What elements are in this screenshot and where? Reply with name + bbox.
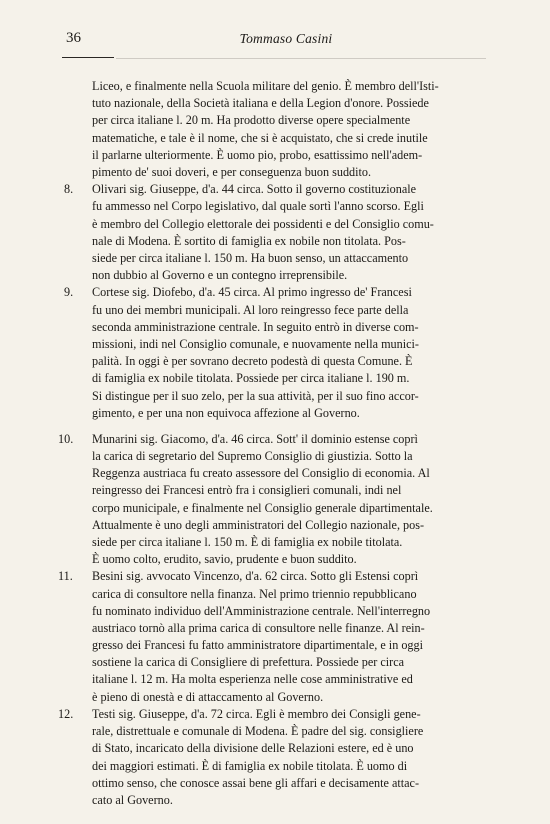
text-line: Besini sig. avvocato Vincenzo, d'a. 62 circa. Sotto gli Estensi coprì [92, 569, 419, 583]
text-line: Liceo, e finalmente nella Scuola militare del genio. È membro dell'Isti- [92, 79, 439, 93]
text-line: cato al Governo. [92, 793, 173, 807]
text-line: è membro del Collegio elettorale dei possidenti e del Consiglio comu- [92, 217, 434, 231]
entry-number: 12. [58, 707, 74, 721]
text-line: Munarini sig. Giacomo, d'a. 46 circa. Sott' il dominio estense coprì [92, 432, 418, 446]
text-line: missioni, indi nel Consiglio comunale, e nuovamente nella munici- [92, 337, 419, 351]
text-line: gimento, e per una non equivoca affezione al Governo. [92, 406, 360, 420]
text-line: rale, distrettuale e comunale di Modena. È padre del sig. consigliere [92, 724, 424, 738]
entry-number: 9. [64, 285, 74, 299]
text-line: italiane l. 12 m. Ha molta esperienza nelle cose amministrative ed [92, 672, 413, 686]
text-line: di Stato, incaricato della divisione delle Relazioni estere, ed è uno [92, 741, 414, 755]
text-line: austriaco tornò alla prima carica di consultore nelle finanze. Al rein- [92, 621, 425, 635]
text-line: matematiche, e tale è il nome, che si è acquistato, che si crede inutile [92, 131, 428, 145]
text-line: fu nominato individuo dell'Amministrazione centrale. Nell'interregno [92, 604, 431, 618]
entry-number: 8. [64, 182, 74, 196]
text-line: Testi sig. Giuseppe, d'a. 72 circa. Egli è membro dei Consigli gene- [92, 707, 421, 721]
text-line: ottimo senso, che conosce assai bene gli affari e decisamente attac- [92, 776, 420, 790]
text-line: di famiglia ex nobile titolata. Possiede per circa italiane l. 190 m. [92, 371, 410, 385]
page-header [66, 30, 506, 50]
text-line: corpo municipale, e finalmente nel Consiglio generale dipartimentale. [92, 501, 433, 515]
text-line: siede per circa italiane l. 150 m. Ha buon senso, un attaccamento [92, 251, 409, 265]
text-line: palità. In oggi è per sovrano decreto podestà di questa Comune. È [92, 354, 413, 368]
page-number: 36 [66, 30, 81, 46]
text-line: nale di Modena. È sortito di famiglia ex nobile non titolata. Pos- [92, 234, 406, 248]
header-rule [62, 57, 114, 58]
text-line: fu uno dei membri municipali. Al loro reingresso fece parte della [92, 303, 409, 317]
text-line: per circa italiane l. 20 m. Ha prodotto diverse opere specialmente [92, 113, 411, 127]
text-line: reingresso dei Francesi entrò fra i consiglieri comunali, indi nel [92, 483, 402, 497]
entry-number: 11. [58, 569, 73, 583]
text-line: tuto nazionale, della Società italiana e della Legion d'onore. Possiede [92, 96, 429, 110]
text-line: Attualmente è uno degli amministratori del Collegio nazionale, pos- [92, 518, 425, 532]
text-line: seconda amministrazione centrale. In seguito entrò in diverse com- [92, 320, 419, 334]
text-line: la carica di segretario del Supremo Consiglio di giustizia. Sotto la [92, 449, 413, 463]
text-line: Cortese sig. Diofebo, d'a. 45 circa. Al primo ingresso de' Francesi [92, 285, 412, 299]
text-line: dei maggiori estimati. È di famiglia ex nobile titolata. È uomo di [92, 759, 408, 773]
text-line: sostiene la carica di Consigliere di prefettura. Possiede per circa [92, 655, 405, 669]
text-line: gresso dei Francesi fu fatto amministratore dipartimentale, e in oggi [92, 638, 423, 652]
text-line: non dubbio al Governo e un contegno irreprensibile. [92, 268, 348, 282]
text-line: carica di consultore nella finanza. Nel primo triennio repubblicano [92, 587, 417, 601]
running-head: Tommaso Casini [239, 31, 333, 46]
entry-number: 10. [58, 432, 74, 446]
text-line: Reggenza austriaca fu creato assessore del Consiglio di economia. Al [92, 466, 430, 480]
text-line: pimento de' suoi doveri, e per conseguenza buon suddito. [92, 165, 372, 179]
text-line: il parlarne ulteriormente. È uomo pio, probo, esattissimo nell'adem- [92, 148, 423, 162]
text-line: È uomo colto, erudito, savio, prudente e buon suddito. [92, 552, 357, 566]
text-line: Olivari sig. Giuseppe, d'a. 44 circa. Sotto il governo costituzionale [92, 182, 417, 196]
text-line: Si distingue per il suo zelo, per la sua attività, per il suo fino accor- [92, 389, 419, 403]
header-rule-faint [116, 58, 486, 59]
text-line: fu ammesso nel Corpo legislativo, dal quale sortì l'anno scorso. Egli [92, 199, 424, 213]
text-line: siede per circa italiane l. 150 m. È di famiglia ex nobile titolata. [92, 535, 403, 549]
text-line: è pieno di onestà e di attaccamento al Governo. [92, 690, 324, 704]
